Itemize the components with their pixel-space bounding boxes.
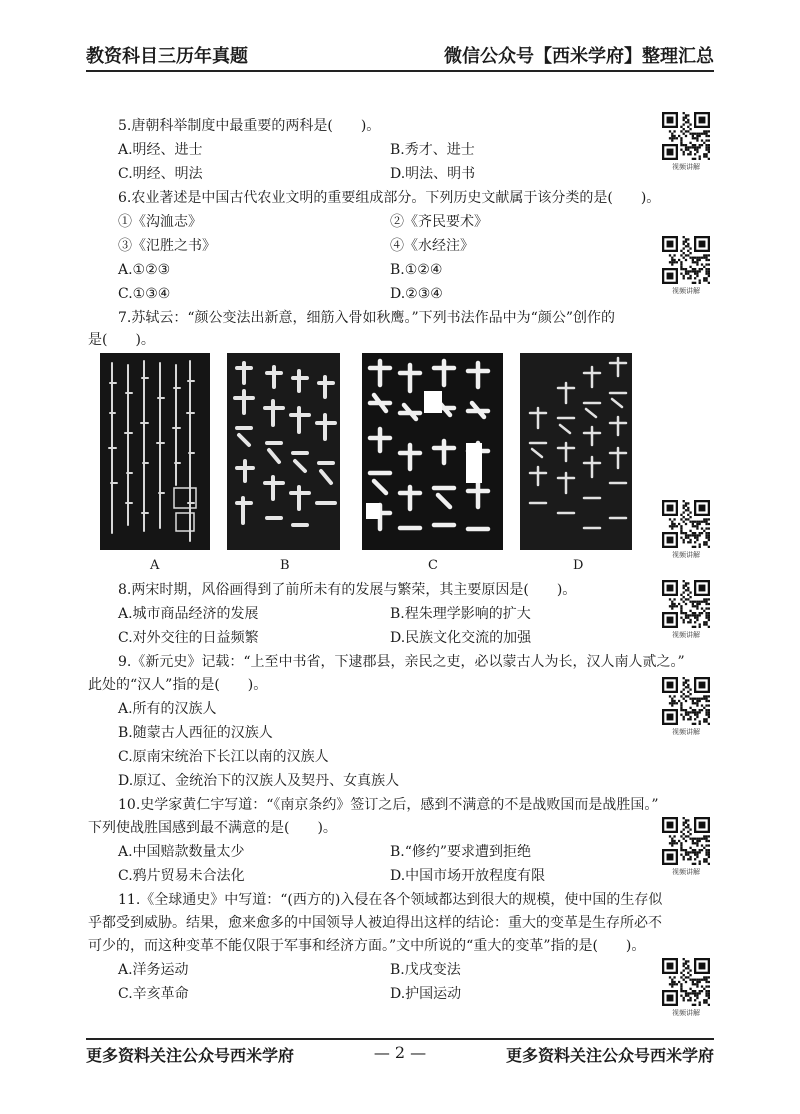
qr-code-video-q8[interactable] <box>662 580 710 640</box>
q6-item-1: ①《沟洫志》 <box>118 214 202 230</box>
q6-option-d: D.②③④ <box>390 286 443 302</box>
q6-option-b: B.①②④ <box>390 262 443 278</box>
qr-code-video-q9[interactable] <box>662 677 710 737</box>
qr-code-video-q7[interactable] <box>662 500 710 560</box>
q10-stem-cont: 下列使战胜国感到最不满意的是( )。 <box>88 820 337 836</box>
qr-caption: 视频讲解 <box>672 868 700 876</box>
qr-code-icon <box>662 500 710 548</box>
q9-option-b: B.随蒙古人西征的汉族人 <box>118 725 273 741</box>
q11-stem: 11.《全球通史》中写道：“(西方的)入侵在各个领域都达到很大的规模，使中国的生存似 <box>118 892 663 908</box>
q11-option-d: D.护国运动 <box>390 986 462 1002</box>
footer-left: 更多资料关注公众号西米学府 <box>86 1046 295 1065</box>
q5-option-d: D.明法、明书 <box>390 166 476 182</box>
q9-option-c: C.原南宋统治下长江以南的汉族人 <box>118 749 329 765</box>
q5-option-b: B.秀才、进士 <box>390 142 475 158</box>
q11-stem-cont-2: 可少的，而这种变革不能仅限于军事和经济方面。”文中所说的“重大的变革”指的是( )。 <box>88 938 646 954</box>
footer-right: 更多资料关注公众号西米学府 <box>505 1046 714 1065</box>
q9-stem-cont: 此处的“汉人”指的是( )。 <box>88 677 268 693</box>
q10-option-b: B.“修约”要求遭到拒绝 <box>390 844 532 860</box>
qr-code-video-q6[interactable] <box>662 236 710 296</box>
q6-option-c: C.①③④ <box>118 286 171 302</box>
qr-caption: 视频讲解 <box>672 287 700 295</box>
q10-option-a: A.中国赔款数量太少 <box>118 844 245 860</box>
qr-code-icon <box>662 112 710 160</box>
q9-option-d: D.原辽、金统治下的汉族人及契丹、女真族人 <box>118 773 400 789</box>
page-header <box>86 44 714 68</box>
q5-option-a: A.明经、进士 <box>118 142 203 158</box>
calligraphy-label-a: A <box>150 558 160 573</box>
qr-code-video-q10[interactable] <box>662 817 710 877</box>
calligraphy-image-d <box>520 353 632 550</box>
q6-stem: 6.农业著述是中国古代农业文明的重要组成部分。下列历史文献属于该分类的是( )。 <box>118 190 661 206</box>
q10-option-d: D.中国市场开放程度有限 <box>390 868 546 884</box>
calligraphy-label-c: C <box>428 558 438 573</box>
header-rule <box>86 70 714 72</box>
qr-code-video-q11[interactable] <box>662 958 710 1018</box>
q6-item-2: ②《齐民要术》 <box>390 214 488 230</box>
q10-stem: 10.史学家黄仁宇写道：“《南京条约》签订之后，感到不满意的不是战败国而是战胜国。” <box>118 797 659 813</box>
qr-code-video-q5[interactable] <box>662 112 710 172</box>
q7-stem: 7.苏轼云：“颜公变法出新意，细筋入骨如秋鹰。”下列书法作品中为“颜公”创作的 <box>118 310 615 326</box>
q5-option-c: C.明经、明法 <box>118 166 203 182</box>
qr-caption: 视频讲解 <box>672 728 700 736</box>
q8-option-d: D.民族文化交流的加强 <box>390 630 532 646</box>
q6-item-3: ③《氾胜之书》 <box>118 238 216 254</box>
q8-option-b: B.程朱理学影响的扩大 <box>390 606 531 622</box>
header-left: 教资科目三历年真题 <box>86 46 248 67</box>
q8-option-c: C.对外交往的日益频繁 <box>118 630 259 646</box>
q11-option-c: C.辛亥革命 <box>118 986 189 1002</box>
q11-stem-cont-1: 乎都受到威胁。结果，愈来愈多的中国领导人被迫得出这样的结论：重大的变革是生存所必不 <box>88 915 662 931</box>
qr-caption: 视频讲解 <box>672 551 700 559</box>
qr-caption: 视频讲解 <box>672 631 700 639</box>
q6-option-a: A.①②③ <box>118 262 171 278</box>
calligraphy-image-a <box>100 353 210 550</box>
q9-option-a: A.所有的汉族人 <box>118 701 217 717</box>
q8-option-a: A.城市商品经济的发展 <box>118 606 259 622</box>
qr-code-icon <box>662 236 710 284</box>
q5-stem: 5.唐朝科举制度中最重要的两科是( )。 <box>118 118 381 134</box>
qr-code-icon <box>662 958 710 1006</box>
calligraphy-label-b: B <box>280 558 290 573</box>
page-number: — 2 — <box>373 1043 427 1062</box>
qr-caption: 视频讲解 <box>672 163 700 171</box>
q11-option-b: B.戊戌变法 <box>390 962 461 978</box>
qr-caption: 视频讲解 <box>672 1009 700 1017</box>
q9-stem: 9.《新元史》记载：“上至中书省，下逮郡县，亲民之吏，必以蒙古人为长，汉人南人贰之。” <box>118 654 685 670</box>
qr-code-icon <box>662 817 710 865</box>
q8-stem: 8.两宋时期，风俗画得到了前所未有的发展与繁荣，其主要原因是( )。 <box>118 582 577 598</box>
q6-item-4: ④《水经注》 <box>390 238 474 254</box>
page-footer <box>86 1043 714 1066</box>
footer-rule <box>86 1038 714 1040</box>
qr-code-icon <box>662 580 710 628</box>
qr-code-icon <box>662 677 710 725</box>
q10-option-c: C.鸦片贸易未合法化 <box>118 868 245 884</box>
q7-stem-cont: 是( )。 <box>88 332 155 348</box>
header-right: 微信公众号【西米学府】整理汇总 <box>444 46 714 67</box>
calligraphy-image-c <box>362 353 503 550</box>
q11-option-a: A.洋务运动 <box>118 962 189 978</box>
calligraphy-image-b <box>227 353 340 550</box>
calligraphy-label-d: D <box>573 558 584 573</box>
